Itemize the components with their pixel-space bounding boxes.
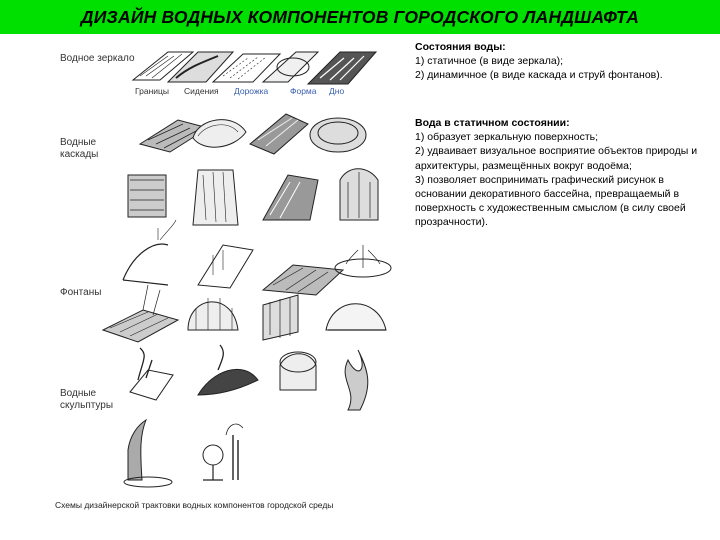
static-water-item: 1) образует зеркальную поверхность; [415, 131, 599, 144]
static-water-item: 3) позволяет воспринимать графический рисунок в основании декоративного бассейна, превращаемый в поверхность с художественным смыслом (в силу своей прозрачности). [415, 173, 686, 229]
static-water-item: 2) удваивает визуальное восприятие объектов природы и архитектуры, размещённых вокруг водоёма; [415, 145, 698, 172]
sculpture-sketches-row2 [124, 420, 243, 487]
mirror-sketches [133, 52, 376, 84]
sub-label-shape: Форма [290, 86, 317, 96]
water-states-block [415, 40, 710, 83]
page-title: ДИЗАЙН ВОДНЫХ КОМПОНЕНТОВ ГОРОДСКОГО ЛАНДШАФТА [80, 6, 640, 27]
sculpture-sketches [130, 345, 368, 410]
water-states-item: 1) статичное (в виде зеркала); [415, 55, 564, 68]
sketches-illustration [48, 40, 403, 516]
water-components-figure [48, 40, 403, 516]
label-sculptures-line2: скульптуры [60, 400, 114, 411]
figure-caption: Схемы дизайнерской трактовки водных компонентов городской среды [55, 500, 334, 510]
cascade-sketches-top [140, 114, 366, 154]
sub-label-borders: Границы [135, 86, 169, 96]
sub-label-bottom: Дно [329, 86, 345, 96]
sub-label-path: Дорожка [234, 86, 269, 96]
sub-label-seats: Сидения [184, 86, 219, 96]
water-states-item: 2) динамичное (в виде каскада и струй фонтанов). [415, 69, 663, 82]
label-sculptures-line1: Водные [60, 388, 97, 399]
static-water-block [415, 116, 710, 230]
title-bar [0, 0, 720, 34]
label-fountains: Фонтаны [60, 287, 102, 298]
label-cascades-line1: Водные [60, 137, 97, 148]
label-water-mirror: Водное зеркало [60, 53, 135, 64]
fountain-sketches-row2 [103, 285, 386, 342]
label-cascades-line2: каскады [60, 149, 99, 160]
fountain-sketches-row1 [123, 220, 391, 295]
water-states-heading: Состояния воды: [415, 41, 506, 53]
cascade-sketches-tall [128, 169, 378, 225]
static-water-heading: Вода в статичном состоянии: [415, 117, 570, 129]
